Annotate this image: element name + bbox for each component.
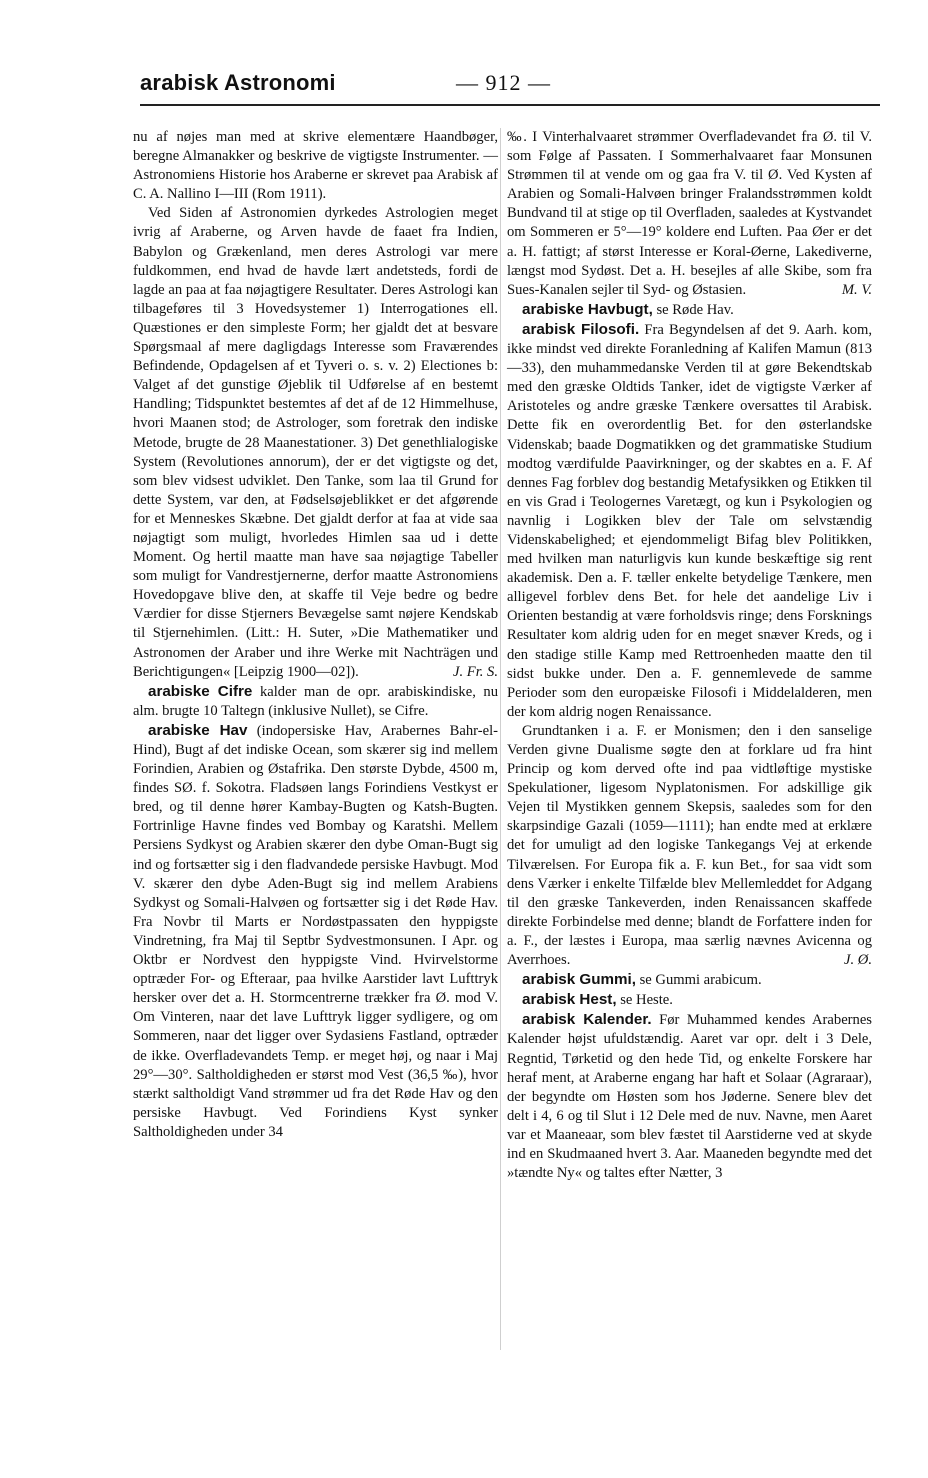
signature: J. Fr. S.	[453, 663, 498, 680]
headword: arabisk Gummi,	[522, 971, 636, 989]
entry-text: Fra Begyndelsen af det 9. Aarh. kom, ikke mindst ved direkte Foranledning af Kalifen Mamun (813—33), den muhammedanske Verden til at gøre Bekendtskab med den græske Oldtids Tanker, idet de vigtigste Værker af Aristoteles og andre græske Tænkere oversattes til Arabisk. Dette fik en overordentlig Bet. for den østerlandske Videnskab; baade Dogmatikken og det grammatiske Studium modtog værdifulde Paavirkninger, og der skabtes en a. F. Af dennes Fag forblev dog bestandig Metafysikken og Etikken til en vis Grad i Teologernes Varetægt, og kun i Psykologien og navnlig i Logikken blev der Tale om selvstændig Videnskabelighed; et ejendommeligt Bifag blev Politikken, med hvilken man naturligvis kun kunde beskæftige sig rent akademisk. Den a. F. tæller enkelte betydelige Tænkere, men alligevel forblev dens Bet. for hele det aandelige Liv i Orienten bestandig at være forholdsvis ringe; dens Forsknings Resultater kom aldrig uden for en meget snæver Kreds, og i den stadige stille Kamp med Rettroenheden maatte den til sidst bukke under. Den a. F. gennemlevede de samme Perioder som den europæiske Filosofi i Middelalderen, men der kom aldrig nogen Renaissance.	[507, 321, 872, 720]
headword: arabiske Cifre	[148, 682, 253, 700]
entry-text: se Heste.	[620, 992, 673, 1009]
headword: arabiske Havbugt,	[522, 300, 653, 318]
entry-arabisk-filosofi	[507, 320, 872, 722]
entry-text: kalder man de opr. arabiskindiske, nu alm. brugte 10 Taltegn (inklusive Nullet), se Cifre.	[133, 683, 498, 719]
left-column	[133, 128, 498, 1142]
entry-arabiske-hav	[133, 721, 498, 1142]
page-number: — 912 —	[456, 70, 551, 95]
hav-continuation	[507, 128, 872, 300]
signature: J. Ø.	[844, 952, 872, 969]
astrologi-text: Ved Siden af Astronomien dyrkedes Astrologien meget ivrig af Araberne, og Arven havde de faaet fra Indien, Babylon og Grækenland, men deres Astrologi var mere fuldkommen, end hvad de havde lært andetsteds, fordi de lagde an paa at faa nøjagtigere Resultater. Deres Astrologi kan tilbageføres til 3 Hovedsystemer 1) Interrogationes ell. Quæstiones er den simpleste Form; her gjaldt det at besvare Spørgsmaal af mere dagligdags Interesse som Fraværendes Befindende, Opdagelsen af et Tyveri o. s. v. 2) Electiones b: Valget af det gunstige Øjeblik til Udførelse af en bestemt Handling; Tidspunktet bestemtes af det af de 12 Himmelhuse, hvori Maanen stod; de Astrologer, som foretrak den indiske Metode, brugte de 28 Maanestationer. 3) Det genethlialogiske System (Revolutiones annorum), der er det vigtigste og det, som blev vidsest udviklet. Den Tanke, som laa til Grund for dette System, var den, at Fødselsøjeblikket er det afgørende for et Menneskes Skæbne. Det gjaldt derfor at faa at vide saa nøjagtigt som muligt, hvorledes Himlen saa ud i dette Moment. Og hertil maatte man have saa nøjagtige Tabeller som muligt for Vandrestjernerne, derfor maatte Astronomiens Hovedopgave blive den, at skaffe til Veje bedre og bedre Værdier for disse Stjerners Bevægelse samt nøjere Kendskab til Stjernehimlen. (Litt.: H. Suter, »Die Mathematiker und Astronomen der Araber und ihre Werke mit Nachträgen und Berichtigungen« [Leipzig 1900—02]).	[133, 205, 498, 680]
entry-arabisk-kalender	[507, 1010, 872, 1183]
entry-arabisk-gummi	[507, 970, 872, 990]
headword: arabisk Kalender.	[522, 1011, 652, 1029]
hav-continuation-text: ‰. I Vinterhalvaaret strømmer Overfladevandet fra Ø. til V. som Følge af Passaten. I Sommerhalvaaret faar Monsunen Strømmen til at vende om og gaa fra V. til Ø. Ved Kysten af Arabien og Somali-Halvøen bringer Fralandsstrømmen koldt Bundvand til at stige op til Overfladen, saaledes at Kystvandet om Sommeren er 5°—19° koldere end Luften. Paa Øer er det a. H. fattigt; af størst Interesse er Koral-Øerne, Lakediverne, længst mod Sydøst. Det a. H. besejles af alle Skibe, som fra Sues-Kanalen sejler til Syd- og Østasien.	[507, 129, 872, 298]
entry-text: (indopersiske Hav, Arabernes Bahr-el-Hind), Bugt af det indiske Ocean, som skærer sig ind mellem Forindien, Arabien og Østafrika. Den største Dybde, 4500 m, findes SØ. f. Sokotra. Fladsøen langs Forindiens Vestkyst er bred, og til denne hører Kambay-Bugten og Katsh-Bugten. Fortrinlige Havne findes ved Bombay og Karatshi. Mellem Persiens Sydkyst og Arabien skærer den dybe Oman-Bugt sig ind og fortsætter sig i den fladvandede persiske Havbugt. Mod V. skærer den dybe Aden-Bugt sig ind mellem Arabiens Sydkyst og Somali-Halvøen og fortsætter sig i det Røde Hav. Fra Novbr til Marts er Nordøstpassaten den hyppigste Vindretning, fra Maj til Septbr Sydvestmonsunen. I Apr. og Oktbr er Nordvest den hyppigste Vind. Hvirvelstorme optræder For- og Efteraar, paa hvilke Aarstider lavt Lufttryk hersker over det a. H. Stormcentrerne trækker fra Ø. mod V. Om Vinteren, naar det lave Lufttryk ligger sydligere, og om Sommeren, naar det ligger over Sydasiens Fastland, optræder de ikke. Overfladevandets Temp. er meget høj, og naar i Maj 29°—30°. Saltholdigheden er størst mod Vest (36,5 ‰), hvor stærkt saltholdigt Vand strømmer ud fra det Røde Hav og den persiske Havbugt. Ved Forindiens Kyst synker Saltholdigheden under 34	[133, 722, 498, 1140]
entry-arabiske-havbugt	[507, 300, 872, 320]
entry-text: se Gummi arabicum.	[639, 972, 762, 989]
entry-arabisk-hest	[507, 990, 872, 1010]
right-column	[507, 128, 872, 1183]
entry-text: Før Muhammed kendes Arabernes Kalender højst ufuldstændig. Aaret var opr. delt i 3 Dele, Regntid, Tørketid og den hede Tid, og enkelte Forskere har heraf ment, at Araberne engang har haft et Solaar (Agraraar), der begyndte om Høsten som hos Jøderne. Senere blev det delt i 4, 6 og til Slut i 12 Dele med de nuv. Navne, men Aaret var et Maaneaar, som blev fæstet til Aarstiderne ved at skyde ind en Skudmaaned hvert 3. Aar. Maaneden begyndte med det »tændte Ny« og taltes efter Nætter, 3	[507, 1012, 872, 1182]
entry-arabiske-cifre	[133, 682, 498, 721]
filosofi-paragraph-2	[507, 722, 872, 970]
header-rule	[140, 104, 880, 106]
astrologi-paragraph	[133, 204, 498, 681]
headword: arabisk Hest,	[522, 991, 617, 1009]
entry-text: se Røde Hav.	[656, 301, 734, 318]
column-divider	[500, 128, 501, 1350]
headword: arabisk Filosofi.	[522, 320, 640, 338]
filosofi-text-2: Grundtanken i a. F. er Monismen; den i den sanselige Verden givne Dualisme søgte den at forklare ud fra hint Princip og kom derved ofte ind paa vidtløftige mystiske Spekulationer, ligesom Nyplatonismen. For adskillige gik Vejen til Mystikken gennem Skepsis, saaledes som for den skarpsindige Gazali (1059—1111); han endte med at erklære det for umuligt ad den logiske Tankegangs Vej at erkende Tilværelsen. For Europa fik a. F. kun Bet., for saa vidt som dens Værker i enkelte Tilfælde blev Mellemleddet for Adgang til den græske Tankeverden, inden Renaissancen skaffede direkte Forbindelse med denne; blandt de Forfattere inden for a. F., der læstes i Europa, maa særlig nævnes Avicenna og Averrhoes.	[507, 722, 872, 969]
astronomi-continuation: nu af nøjes man med at skrive elementære Haandbøger, beregne Almanakker og beskrive de vigtigste Instrumenter. — Astronomiens Historie hos Araberne er skrevet paa Arabisk af C. A. Nallino I—III (Rom 1911).	[133, 129, 498, 203]
running-head: arabisk Astronomi	[140, 70, 336, 95]
signature: M. V.	[841, 281, 872, 298]
headword: arabiske Hav	[148, 721, 248, 739]
